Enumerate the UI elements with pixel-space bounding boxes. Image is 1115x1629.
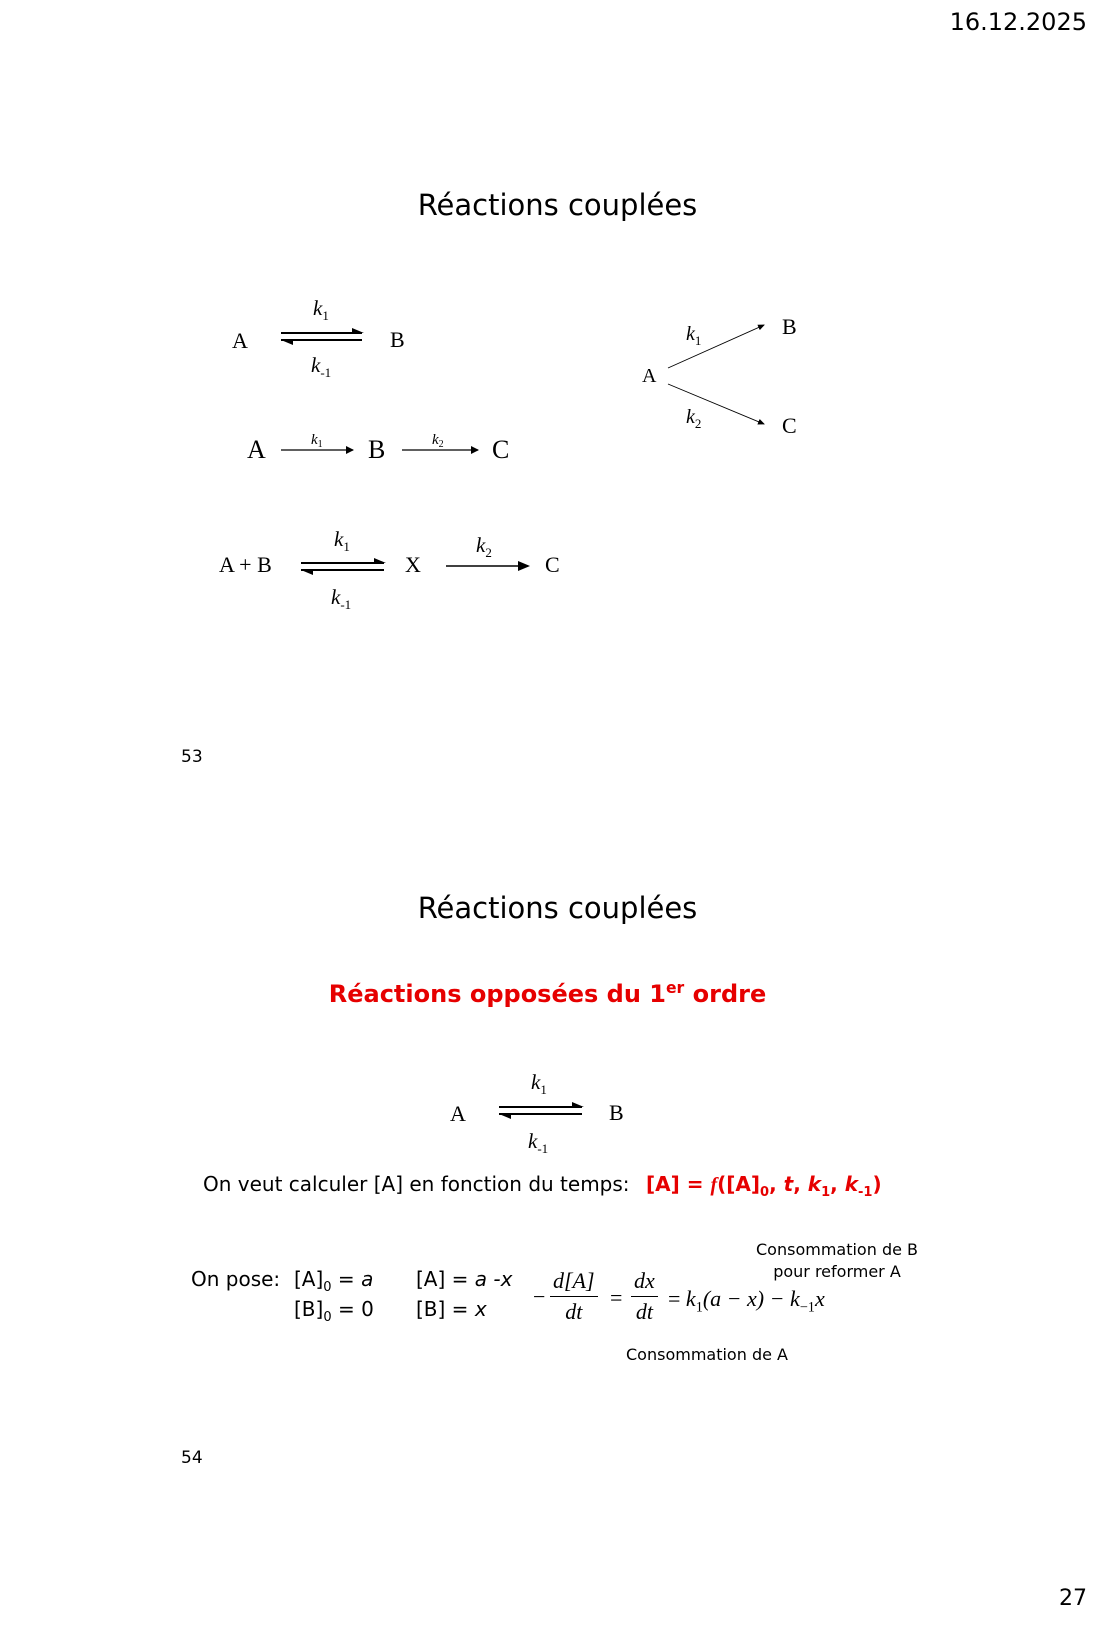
slide54-k1: $k_1$ [531, 1070, 547, 1097]
equation-equals: = [610, 1285, 623, 1310]
conc-b: [B] = x [416, 1297, 487, 1321]
scheme4-species-c: C [782, 413, 797, 438]
scheme4-k2: $k_2$ [686, 406, 702, 431]
page-date: 16.12.2025 [949, 8, 1087, 36]
forward-arrowhead [374, 558, 386, 563]
scheme4-species-b: B [782, 314, 797, 339]
slide-53-number: 53 [181, 747, 203, 767]
slide-54-number: 54 [181, 1448, 203, 1468]
page-number: 27 [1059, 1586, 1087, 1611]
scheme2-k1: $k_1$ [311, 432, 323, 450]
forward-arrowhead [572, 1102, 584, 1107]
scheme3-product-c: C [545, 552, 560, 577]
initial-b: $[B]_0 = 0$ [294, 1297, 374, 1325]
arrow-x-to-c-head [518, 561, 530, 571]
arrow-a-to-c [668, 384, 764, 424]
note-consumption-b: Consommation de B pour reformer A [756, 1240, 918, 1281]
goal-formula: $[A] = f([A]_0$, t, $k_1$, $k_{-1}$) [646, 1172, 882, 1200]
scheme1-k-1: $k_{-1}$ [311, 353, 332, 380]
scheme2-species-c: C [492, 435, 510, 464]
equation-rhs: = $k_1(a - x) - k_{-1}x$ [668, 1286, 825, 1316]
slide-54-title: Réactions couplées [417, 891, 698, 925]
scheme-3-preequilibrium [219, 527, 560, 612]
scheme-2-consecutive [247, 432, 509, 464]
scheme-1-equilibrium [232, 296, 405, 380]
equation-minus: − [533, 1284, 546, 1309]
initial-a: $[A]_0 = a$ [294, 1267, 374, 1295]
scheme2-species-a: A [247, 435, 266, 464]
slide54-k-1: $k_{-1}$ [528, 1129, 549, 1156]
scheme4-species-a: A [642, 365, 657, 387]
scheme3-k-1: $k_{-1}$ [331, 585, 352, 612]
scheme3-k1: $k_1$ [334, 527, 350, 554]
slide54-equilibrium-scheme [450, 1070, 624, 1156]
scheme1-k1: $k_1$ [313, 296, 329, 323]
slide-53-title: Réactions couplées [417, 188, 698, 222]
slide54-species-a: A [450, 1101, 466, 1126]
scheme2-k2: $k_2$ [432, 432, 444, 450]
pose-label: On pose: [191, 1267, 281, 1291]
fraction-dA-dt: $\frac{d[A]}{dt}$ [550, 1268, 598, 1325]
note-consumption-a: Consommation de A [626, 1345, 788, 1364]
scheme2-species-b: B [368, 435, 386, 464]
scheme3-intermediate-x: X [405, 552, 421, 577]
scheme4-k1: $k_1$ [686, 323, 702, 348]
arrow-a-to-b [668, 325, 764, 368]
forward-arrowhead [352, 328, 364, 333]
fraction-dx-dt: $\frac{dx}{dt}$ [631, 1268, 658, 1325]
scheme3-reactants: A + B [219, 552, 272, 577]
slide-54-subtitle: Réactions opposées du 1er ordre [328, 979, 767, 1008]
scheme-4-parallel [642, 314, 797, 438]
scheme3-k2: $k_2$ [476, 533, 492, 560]
goal-statement: On veut calculer [A] en fonction du temps: [203, 1172, 630, 1196]
scheme1-species-a: A [232, 328, 248, 353]
scheme1-species-b: B [390, 327, 405, 352]
slide54-species-b: B [609, 1100, 624, 1125]
conc-a: [A] = a -x [416, 1267, 513, 1291]
